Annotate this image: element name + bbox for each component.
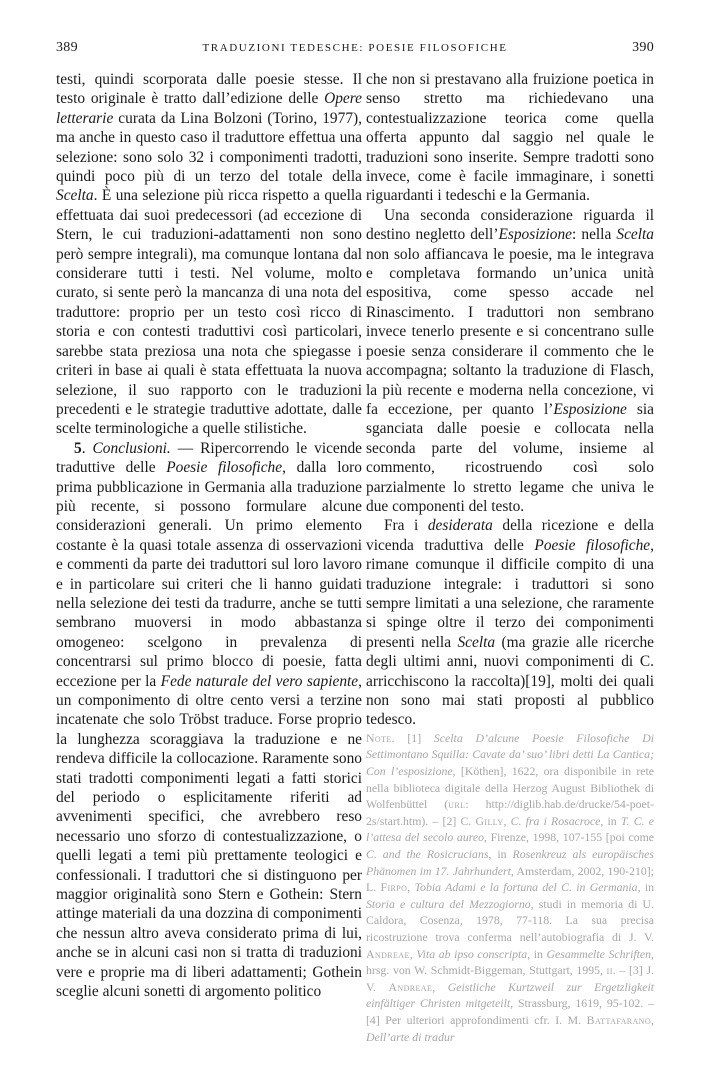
footnotes bbox=[366, 730, 654, 1045]
note-text: , bbox=[503, 813, 511, 828]
text-run: non solo affiancava le poesie, ma le integrava e completava formando un’unica unità espositiva, come spesso accade nel Rinascimento. I traduttori non sembrano invece tenerlo presente e si concentrano sulle poesie senza considerare il commento che le accompagna; soltanto la traduzione di Flasch, la più recente e moderna nella concezione, vi fa eccezione, per quanto l’ bbox=[366, 245, 654, 418]
note-text: , studi in memoria di U. Caldora, Cosenza, 1978, 77-118. La sua precisa ricostruzione trova conferma nell’autobiografia di J. V. bbox=[366, 896, 654, 944]
note-title: Vita ab ipso conscripta bbox=[416, 946, 528, 961]
note-text: , bbox=[407, 880, 415, 895]
text-run: : nella bbox=[572, 226, 617, 244]
section-paragraph bbox=[56, 439, 362, 1002]
note-title: Storia e cultura del Mezzogiorno bbox=[366, 896, 531, 911]
note-title: Dell’arte di tradur bbox=[366, 1029, 455, 1044]
note-text: , Strassburg, 1619, 95-102. – [4] Per ulteriori approfondimenti cfr. I. M. bbox=[366, 996, 654, 1027]
note-text: , in bbox=[488, 846, 513, 861]
book-title: Esposizione bbox=[498, 226, 572, 244]
note-text: , in bbox=[600, 813, 621, 828]
note-text: , bbox=[651, 1012, 654, 1027]
section-heading: Conclusioni. bbox=[92, 439, 171, 457]
paragraph bbox=[56, 70, 362, 439]
text-run: , dalla loro prima pubblicazione in Germania alla traduzione più recente, si possono formulare alcune considerazioni generali. Un primo elemento costante è la quasi totale assenza di osservazioni e commenti da parte dei traduttori sul loro lavoro e in particolare sui criteri che li hanno guidati nella selezione dei testi da tradurre, anche se tutti sembrano muoversi in modo abbastanza omogeneo: scelgono in prevalenza di concentrarsi sul primo blocco di poesie, fatta eccezione per la bbox=[56, 459, 362, 690]
note-text: . [1] bbox=[391, 730, 434, 745]
text-run: curata da Lina Bolzoni (Torino, 1977), ma anche in questo caso il traduttore effettua una selezione: sono solo 32 i componimenti tradotti, quindi poco più di un terzo del totale della bbox=[56, 109, 362, 186]
paragraph bbox=[366, 206, 654, 517]
note-abbrev: url bbox=[448, 797, 466, 812]
book-title: Esposizione bbox=[553, 400, 627, 418]
text-run: , un componimento di oltre cento versi a terzine incatenate che solo Tröbst traduce. Forse proprio la lunghezza scoraggiava la traduzione e ne rendeva difficile la collocazione. Raramente sono stati tradotti componimenti legati a fatti storici del periodo o esplicitamente riferiti ad avvenimenti specifici, che avrebbero reso necessario uno sforzo di contestualizzazione, o quelli legati a temi più prettamente teologici e confessionali. I traduttori che si distinguono per maggior originalità sono Stern e Gothein: Stern attinge materiali da una dozzina di componimenti che nessun altro aveva considerato prima di lui, anche se in alcuni casi non si tratta di traduzioni vere e proprie ma di liberi adattamenti; Gothein sceglie alcuni sonetti di argomento politico bbox=[56, 672, 362, 1001]
note-text: , Firenze, 1998, 107-155 [poi come bbox=[484, 830, 654, 845]
notes-label: Note bbox=[366, 730, 392, 745]
note-text: , bbox=[432, 979, 448, 994]
note-author: Gilly bbox=[475, 813, 504, 828]
note-title: T. C. e l’attesa del secolo aureo bbox=[366, 813, 654, 845]
poem-title: Fede naturale del vero sapiente bbox=[160, 672, 359, 690]
note-text: , Amsterdam, 2002, 190-210]; L. bbox=[366, 863, 654, 895]
left-column bbox=[56, 70, 362, 1002]
note-text: , in bbox=[637, 880, 655, 895]
note-text: , bbox=[409, 946, 417, 961]
section-number: 5 bbox=[74, 439, 82, 457]
text-run: . È una selezione più ricca rispetto a quella effettuata dai suoi predecessori (ad eccezione di Stern, le cui traduzioni-adattamenti non sono però sempre integrali), ma comunque lontana dal considerare tutti i testi. Nel volume, molto curato, si sente però la mancanza di una nota del traduttore: proprio per un testo così ricco di storia e con contesti traduttivi così particolari, sarebbe stata preziosa una nota che spiegasse i criteri in base ai quali è stata effettuata la nuova selezione, il suo rapporto con le traduzioni precedenti e le strategie traduttive adottate, dalle scelte terminologiche a quelle stilistiche. bbox=[56, 187, 362, 438]
text-run: , rimane comunque il difficile compito di una traduzione integrale: i traduttori si sono sempre limitati a una selezione, che raramente si spinge oltre il terzo dei componimenti presenti nella bbox=[366, 536, 654, 651]
note-text: , [Köthen], 1622, ora disponibile in rete nella biblioteca digitale della Herzog August Bibliothek di Wolfenbüttel ( bbox=[366, 764, 654, 812]
text-run: (ma grazie alle ricerche degli ultimi anni, nuovi componimenti di C. arricchiscono la raccolta)[19], molti dei quali non sono mai stati proposti al pubblico tedesco. bbox=[366, 633, 655, 729]
text-run: testi, quindi scorporata dalle poesie stesse. Il testo originale è tratto dall’edizione delle bbox=[56, 71, 362, 108]
note-author: Andreae bbox=[366, 946, 410, 961]
note-roman-numeral: ii bbox=[606, 963, 613, 978]
note-author: Firpo bbox=[380, 880, 408, 895]
note-title: C. and the Rosicrucians bbox=[366, 846, 489, 861]
note-title: Rosenkreuz als europäisches Phänomen im 17. Jahrhundert bbox=[366, 846, 654, 878]
note-author: Andreae bbox=[388, 979, 433, 994]
right-column bbox=[366, 70, 654, 1045]
note-title: Scelta D’alcune Poesie Filosofiche Di Settimontano Squilla: Cavate da’ suo’ libri detti La Cantica; Con l’esposizione bbox=[366, 730, 654, 778]
note-text: , hrsg. von W. Schmidt-Biggeman, Stuttgart, 1995, bbox=[366, 946, 654, 978]
text-run: Una seconda considerazione riguarda il destino negletto dell’ bbox=[366, 206, 654, 244]
note-text: : http://diglib.hab.de/drucke/54-poet-2s/start.htm). – [2] C. bbox=[366, 797, 654, 828]
book-title: Scelta bbox=[457, 633, 496, 651]
text-run: Fra i bbox=[384, 517, 428, 535]
note-text: . – [3] J. V. bbox=[366, 963, 654, 994]
book-title: Opere letterarie bbox=[56, 90, 362, 127]
book-title: Scelta bbox=[616, 226, 654, 244]
page-number-left: 389 bbox=[56, 40, 78, 55]
note-title: C. fra i Rosacroce bbox=[510, 813, 601, 828]
latin-term: desiderata bbox=[427, 517, 493, 535]
book-title: Poesie filosofiche bbox=[534, 536, 651, 554]
text-run: — Ripercorrendo le vicende traduttive delle bbox=[56, 439, 362, 477]
note-title: Gesammelte Schriften bbox=[546, 946, 652, 961]
note-text: , in bbox=[527, 946, 547, 961]
book-title: Poesie filosofiche bbox=[166, 459, 283, 477]
text-run: sia sganciata dalle poesie e collocata nella seconda parte del volume, insieme al commento, ricostruendo così solo parzialmente lo stretto legame che univa le due componenti del testo. bbox=[366, 400, 654, 515]
paragraph bbox=[366, 516, 654, 729]
book-title: Scelta bbox=[56, 187, 94, 205]
note-author: Battafarano bbox=[586, 1012, 652, 1027]
page-number-right: 390 bbox=[632, 40, 654, 55]
paragraph: che non si prestavano alla fruizione poetica in senso stretto ma richiedevano una contestualizzazione teorica come quella offerta appunto dal saggio nel quale le traduzioni sono inserite. Sempre tradotti sono invece, come è facile immaginare, i sonetti riguardanti i tedeschi e la Germania. bbox=[366, 71, 654, 205]
running-header bbox=[56, 40, 654, 56]
note-title: Tobia Adami e la fortuna del C. in Germania bbox=[414, 880, 638, 895]
note-title: Geistliche Kurtzweil zur Ergetzligkeit einfältiger Christen mitgeteilt bbox=[366, 979, 654, 1011]
text-run: della ricezione e della vicenda traduttiva delle bbox=[366, 517, 654, 554]
running-title: TRADUZIONI TEDESCHE: POESIE FILOSOFICHE bbox=[202, 42, 508, 54]
text-run: . bbox=[81, 439, 93, 457]
